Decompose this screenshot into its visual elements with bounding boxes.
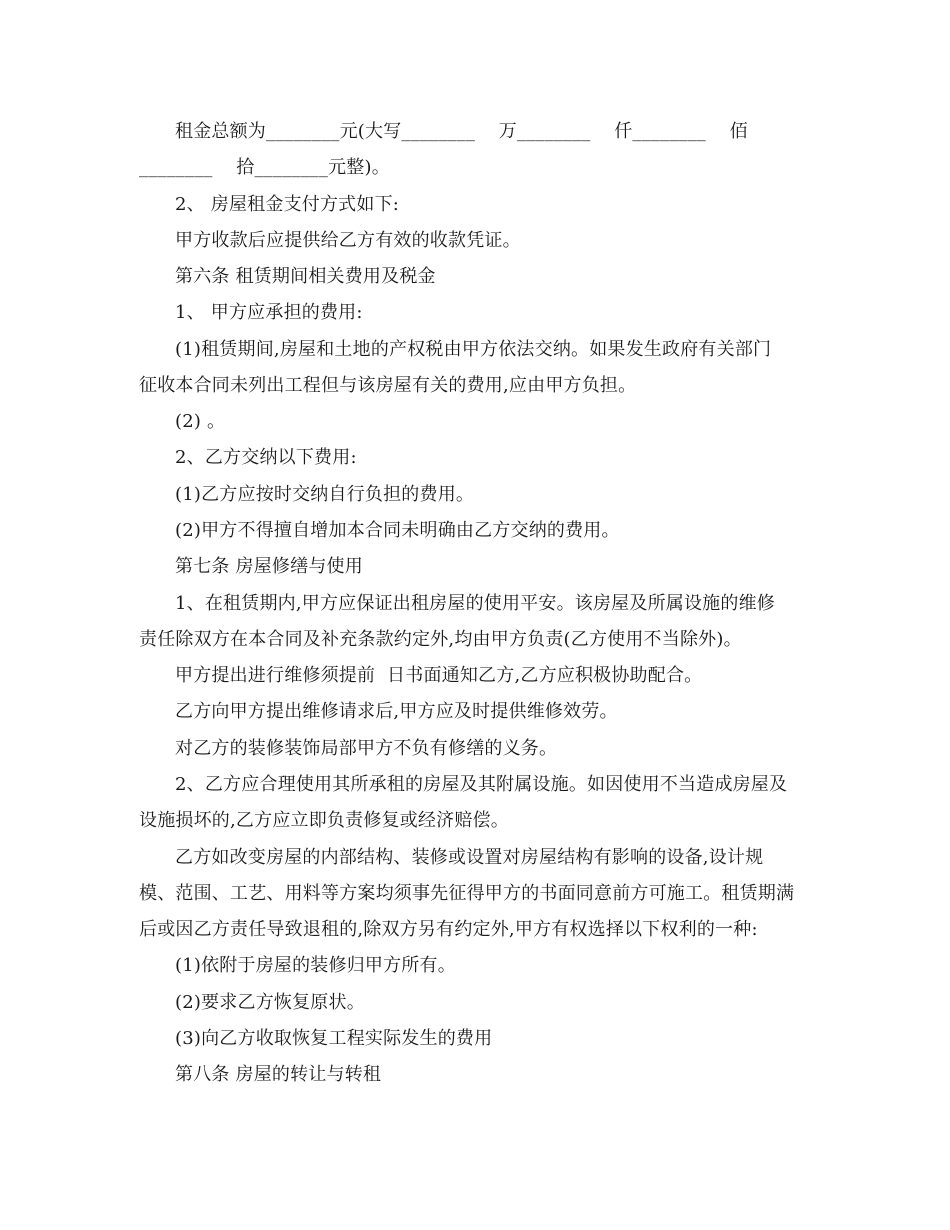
- text-line-property-tax: (1)租赁期间,房屋和土地的产权税由甲方依法交纳。如果发生政府有关部门: [175, 339, 772, 360]
- text-line-party-b-fee-2: (2)甲方不得擅自增加本合同未明确由乙方交纳的费用。: [175, 520, 620, 541]
- text-line-payment-method: 2、 房屋租金支付方式如下:: [175, 194, 400, 215]
- section-heading-article-7: 第七条 房屋修缮与使用: [175, 556, 363, 577]
- text-line-receipt: 甲方收款后应提供给乙方有效的收款凭证。: [175, 230, 521, 251]
- text-line-property-tax-cont: 征收本合同未列出工程但与该房屋有关的费用,应由甲方负担。: [139, 375, 637, 396]
- text-line-rent-total: 租金总额为________元(大写________ 万________ 仟________ 佰: [175, 121, 748, 142]
- text-line-proper-use-cont: 设施损坏的,乙方应立即负责修复或经济赔偿。: [139, 810, 509, 831]
- text-line-repair-notice: 甲方提出进行维修须提前 日书面通知乙方,乙方应积极协助配合。: [175, 665, 703, 686]
- text-line-structure-change-cont-2: 后或因乙方责任导致退租的,除双方另有约定外,甲方有权选择以下权利的一种:: [139, 919, 758, 940]
- text-line-party-a-fees: 1、 甲方应承担的费用:: [175, 302, 363, 323]
- text-line-option-2: (2)要求乙方恢复原状。: [175, 992, 365, 1013]
- text-line-repair-request: 乙方向甲方提出维修请求后,甲方应及时提供维修效劳。: [175, 701, 618, 722]
- text-line-structure-change: 乙方如改变房屋的内部结构、装修或设置对房屋结构有影响的设备,设计规: [175, 847, 764, 868]
- text-line-proper-use: 2、乙方应合理使用其所承租的房屋及其附属设施。如因使用不当造成房屋及: [175, 774, 788, 795]
- text-line-party-b-fees: 2、乙方交纳以下费用:: [175, 447, 357, 468]
- text-line-structure-change-cont-1: 模、范围、工艺、用料等方案均须事先征得甲方的书面同意前方可施工。租赁期满: [139, 883, 795, 904]
- text-line-decoration: 对乙方的装修装饰局部甲方不负有修缮的义务。: [175, 738, 558, 759]
- text-line-item-2-empty: (2) 。: [175, 411, 226, 432]
- text-line-party-b-fee-1: (1)乙方应按时交纳自行负担的费用。: [175, 484, 475, 505]
- text-line-option-1: (1)依附于房屋的装修归甲方所有。: [175, 955, 456, 976]
- text-line-repair-1-cont: 责任除双方在本合同及补充条款约定外,均由甲方负责(乙方使用不当除外)。: [139, 629, 742, 650]
- text-line-option-3: (3)向乙方收取恢复工程实际发生的费用: [175, 1028, 493, 1049]
- text-line-repair-1: 1、在租赁期内,甲方应保证出租房屋的使用平安。该房屋及所属设施的维修: [175, 593, 775, 614]
- section-heading-article-8: 第八条 房屋的转让与转租: [175, 1064, 382, 1085]
- section-heading-article-6: 第六条 租赁期间相关费用及税金: [175, 266, 436, 287]
- text-line-rent-total-cont: ________ 拾________元整)。: [139, 157, 390, 178]
